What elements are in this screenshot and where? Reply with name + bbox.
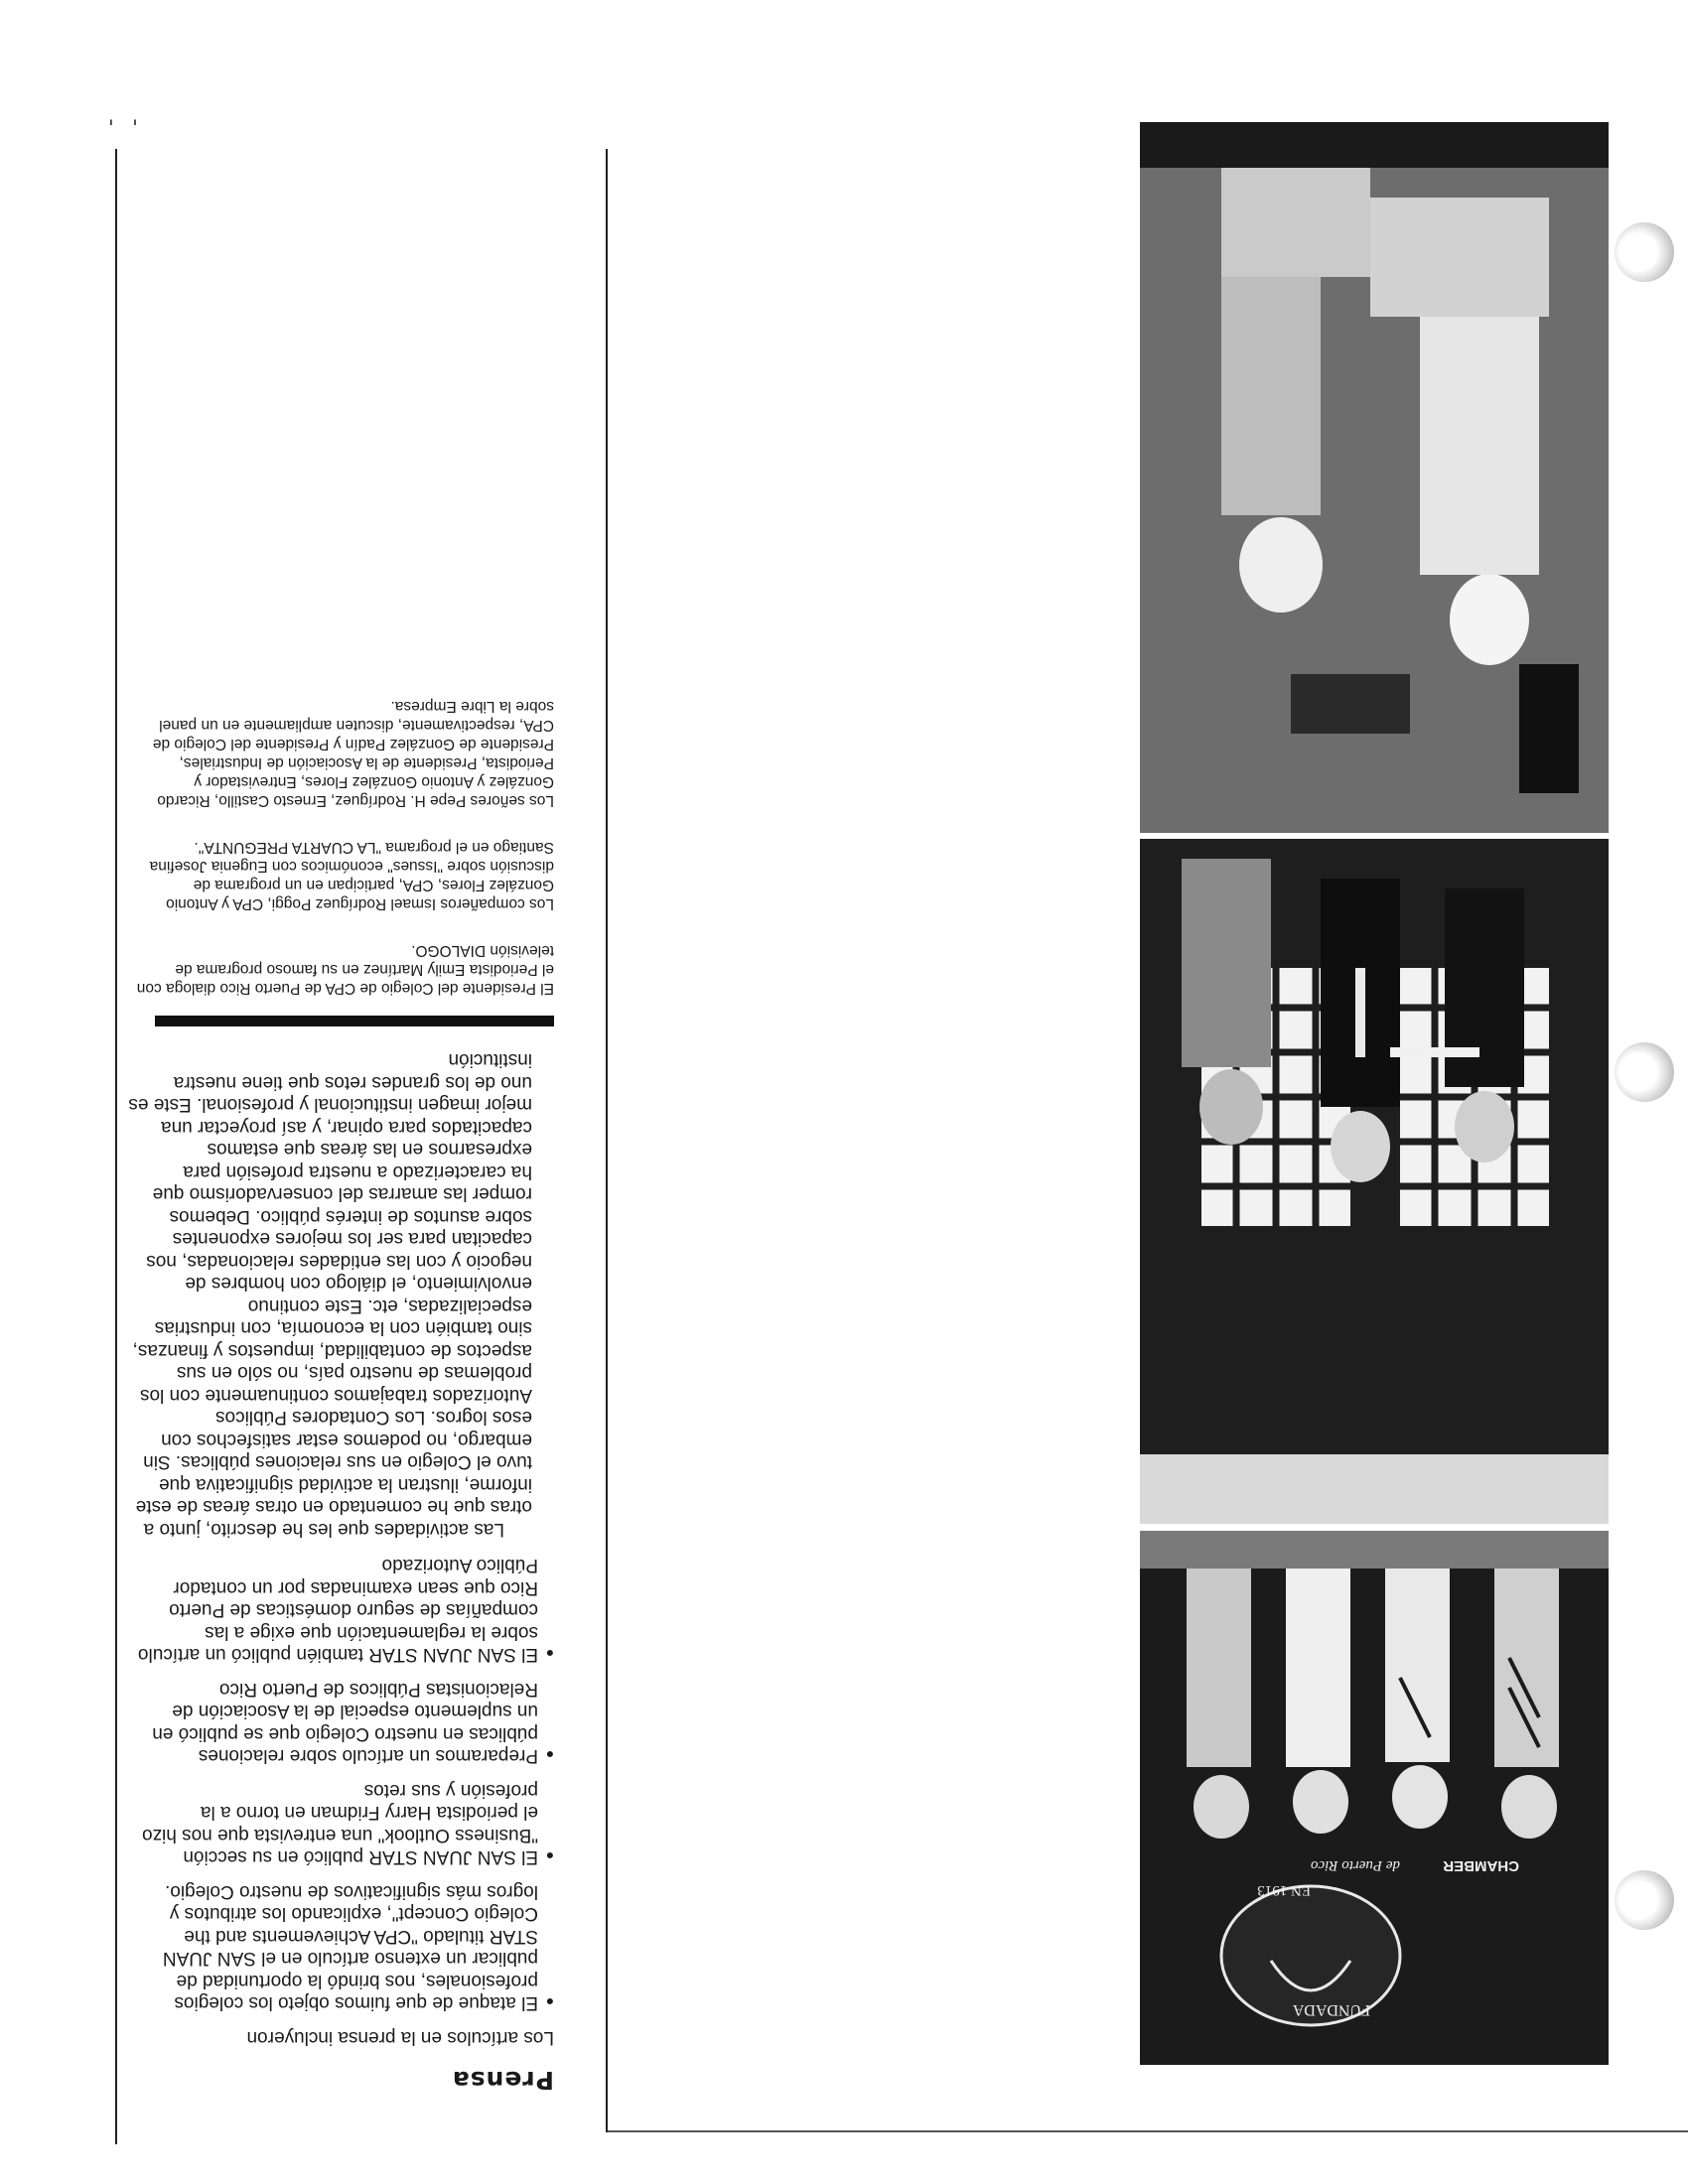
photo-cuarta-pregunta-image — [1140, 122, 1609, 833]
photo-dialogo-interview — [1140, 839, 1609, 1524]
closing-paragraph: Las actividades que les he descrito, junto a otras que he comentado en otras áreas de este informe, ilustran la actividad significativa que tuvo el Colegio en sus relaciones públicas. Sin embargo, no podemos estar satisfechos con esos logros. Los Contadores Públicos Autorizados trabajamos continuamente con los problemas de nuestro país, no sólo en sus aspectos de contabilidad, impuestos y finanzas, sino también con la economía, con industrias especializadas, etc. Este continuo envolvimiento, el diálogo con hombres de negocio y con las entidades relacionadas, nos capacitan para ser los mejores exponentes sobre asuntos de interés público. Debemos romper las amarras del conservadorismo que ha caracterizado a nuestra profesión para expresarnos en las áreas que estamos capacitados para opinar, y así proyectar una mejor imagen institucional y profesional. Este es uno de los grandes retos que tiene nuestra institución — [128, 1049, 532, 1540]
punch-hole-icon — [1615, 1870, 1674, 1930]
bullet-item — [127, 1779, 554, 1868]
outer-margin-rule — [115, 149, 117, 2144]
bullet-icon: ● — [545, 1747, 554, 1764]
bullet-text: El SAN JUAN STAR publicó en su sección "Business Outlook" una entrevista que nos hizo el periodista Harry Fridman en torno a la profesión y sus retos — [142, 1780, 538, 1868]
intro-text: Los artículos en la prensa incluyeron — [246, 2027, 554, 2048]
bullet-list — [127, 1554, 554, 2014]
bullet-text: El SAN JUAN STAR también publicó un artículo sobre la reglamentación que exige a las compañías de seguro domésticas de Puerto Rico que sean examinadas por un contador Público Autorizado — [137, 1555, 538, 1666]
caption-photo-1: El Presidente del Colegio de CPA de Puerto Rico dialoga con el Periodista Emily Martínez en su famoso programa de televisión DIALOGO. — [136, 942, 554, 997]
caption-photo-2: Los compañeros Ismael Rodríguez Poggi, CPA y Antonio González Flores, CPA, participan en un programa de discusión sobre "Issues" económicos con Eugenia Josefina Santiago en el programa "LA CUARTA PREGUNTA". — [149, 839, 554, 912]
text-column — [127, 669, 554, 2095]
column-divider-rule — [606, 149, 608, 2132]
section-heading: Prensa — [451, 2066, 554, 2095]
banner-fundada: FUNDADA — [1292, 2001, 1370, 2018]
photo-libre-empresa-panel — [1140, 1531, 1609, 2065]
banner-year: EN 1913 — [1257, 1882, 1311, 1898]
bullet-text: Preparamos un artículo sobre relaciones públicas en nuestro Colegio que se publicó en un suplemento especial de la Asociación de Relacionistas Públicos de Puerto Rico — [152, 1679, 538, 1767]
punch-hole-icon — [1615, 222, 1674, 282]
banner-org: de Puerto Rico — [1311, 1857, 1400, 1873]
photo-cuarta-pregunta — [1140, 122, 1609, 833]
banner-chamber: CHAMBER — [1443, 1857, 1519, 1874]
bullet-item — [127, 1880, 554, 2014]
photo-dialogo-image — [1140, 839, 1609, 1524]
top-rule — [606, 2130, 1688, 2132]
photo-libre-empresa-image — [1140, 1531, 1609, 2065]
caption-divider-bar — [155, 1016, 554, 1026]
caption-photo-3: Los señores Pepe H. Rodríguez, Ernesto Castillo, Ricardo González y Antonio González Flores, Entrevistador y Periodista, Presidente de la Asociación de Industriales, Presidente de González Padín y Presidente del Colegio de CPA, respectivamente, discuten ampliamente en un panel sobre la Libre Empresa. — [152, 698, 554, 809]
bullet-icon: ● — [545, 1994, 554, 2011]
bullet-item — [127, 1678, 554, 1767]
corner-mark: ' ' — [104, 105, 141, 129]
bullet-icon: ● — [545, 1646, 554, 1663]
bullet-item — [127, 1554, 554, 1666]
bullet-icon: ● — [545, 1848, 554, 1865]
bullet-text: El ataque de que fuimos objeto los colegios profesionales, nos brindó la oportunidad de publicar un extenso artículo en el SAN JUAN STAR titulado "CPA Achievements and the Colegio Concept", explicando los atributos y logros más significativos de nuestro Colegio. — [162, 1881, 538, 2014]
punch-hole-icon — [1615, 1042, 1674, 1102]
